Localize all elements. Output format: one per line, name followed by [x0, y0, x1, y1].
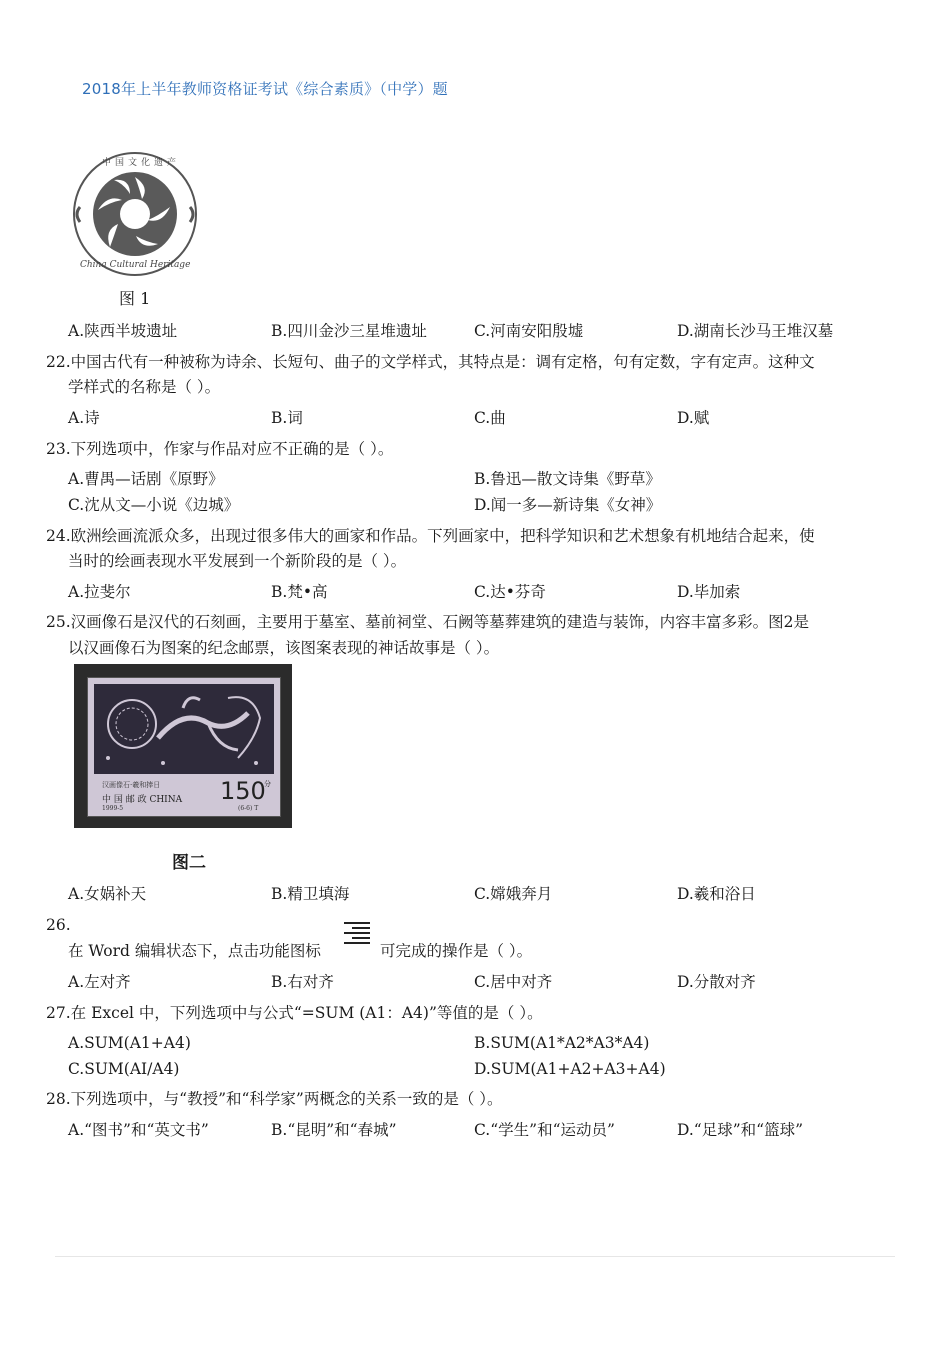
q28-stem: 28.下列选项中，与“教授”和“科学家”两概念的关系一致的是（ ）。 [46, 1090, 503, 1108]
q25-option-c: C.嫦娥奔月 [474, 885, 553, 903]
stamp-country: 中 国 邮 政 CHINA [102, 795, 183, 805]
q21-option-b: B.四川金沙三星堆遗址 [271, 322, 427, 340]
q24-stem-line1: 24.欧洲绘画流派众多，出现过很多伟大的画家和作品。下列画家中，把科学知识和艺术想象有机地结合起来，使 [46, 527, 815, 545]
logo-text-en: China Cultural Heritage [80, 260, 191, 270]
q22-option-a: A.诗 [68, 409, 100, 427]
figure-2-caption: 图二 [172, 853, 206, 873]
q24-option-c: C.达•芬奇 [474, 583, 546, 601]
q28-option-a: A.“图书”和“英文书” [68, 1121, 209, 1139]
cultural-heritage-logo [70, 152, 200, 277]
q22-option-c: C.曲 [474, 409, 506, 427]
q28-option-b: B.“昆明”和“春城” [271, 1121, 397, 1139]
q26-option-c: C.居中对齐 [474, 973, 553, 991]
q25-option-a: A.女娲补天 [68, 885, 147, 903]
q27-option-d: D.SUM(A1+A2+A3+A4) [474, 1060, 666, 1078]
q24-option-d: D.毕加索 [677, 583, 741, 601]
q23-option-b: B.鲁迅—散文诗集《野草》 [474, 470, 661, 488]
q23-option-a: A.曹禺—话剧《原野》 [68, 470, 224, 488]
q25-option-d: D.羲和浴日 [677, 885, 756, 903]
q26-stem-after-icon: 可完成的操作是（ ）。 [380, 942, 533, 960]
align-right-icon [340, 922, 370, 946]
q26-number: 26. [46, 916, 71, 934]
q27-stem: 27.在 Excel 中，下列选项中与公式“=SUM (A1：A4)”等值的是（ ）。 [46, 1004, 543, 1022]
document-header: 2018年上半年教师资格证考试《综合素质》（中学）题 [82, 80, 448, 98]
stamp-code: 1999-5 [102, 805, 124, 812]
q21-option-a: A.陕西半坡遗址 [68, 322, 178, 340]
page-footer-divider [55, 1256, 895, 1257]
q28-option-d: D.“足球”和“篮球” [677, 1121, 803, 1139]
q26-option-a: A.左对齐 [68, 973, 131, 991]
q22-option-d: D.赋 [677, 409, 710, 427]
q26-option-d: D.分散对齐 [677, 973, 756, 991]
q21-option-c: C.河南安阳殷墟 [474, 322, 584, 340]
q26-stem-before-icon: 在 Word 编辑状态下，点击功能图标 [68, 942, 321, 960]
stamp-seq: (6-6) T [238, 805, 259, 812]
q22-option-b: B.词 [271, 409, 303, 427]
q28-option-c: C.“学生”和“运动员” [474, 1121, 615, 1139]
q25-stem-line2: 以汉画像石为图案的纪念邮票，该图案表现的神话故事是（ ）。 [68, 639, 500, 657]
stamp-small-caption: 汉画像石·羲和捧日 [102, 781, 161, 789]
logo-text-cn: 中国文化遗产 [102, 158, 181, 168]
q24-option-a: A.拉斐尔 [68, 583, 131, 601]
q27-option-a: A.SUM(A1+A4) [68, 1034, 191, 1052]
figure-1-caption: 图 1 [119, 289, 151, 308]
q24-option-b: B.梵•高 [271, 583, 328, 601]
q23-stem: 23.下列选项中，作家与作品对应不正确的是（ ）。 [46, 440, 394, 458]
han-stone-relief-stamp [74, 664, 292, 828]
stamp-unit: 分 [264, 780, 271, 788]
q27-option-c: C.SUM(AI/A4) [68, 1060, 180, 1078]
q21-option-d: D.湖南长沙马王堆汉墓 [677, 322, 834, 340]
q26-option-b: B.右对齐 [271, 973, 334, 991]
q27-option-b: B.SUM(A1*A2*A3*A4) [474, 1034, 650, 1052]
q25-stem-line1: 25.汉画像石是汉代的石刻画，主要用于墓室、墓前祠堂、石阙等墓葬建筑的建造与装饰，内容丰富多彩。图2是 [46, 613, 810, 631]
q24-stem-line2: 当时的绘画表现水平发展到一个新阶段的是（ ）。 [68, 552, 407, 570]
q22-stem-line1: 22.中国古代有一种被称为诗余、长短句、曲子的文学样式，其特点是：调有定格，句有定数，字有定声。这种文 [46, 353, 815, 371]
q22-stem-line2: 学样式的名称是（ ）。 [68, 378, 221, 396]
q23-option-c: C.沈从文—小说《边城》 [68, 496, 240, 514]
q25-option-b: B.精卫填海 [271, 885, 350, 903]
stamp-value: 150 [220, 777, 266, 805]
q23-option-d: D.闻一多—新诗集《女神》 [474, 496, 662, 514]
